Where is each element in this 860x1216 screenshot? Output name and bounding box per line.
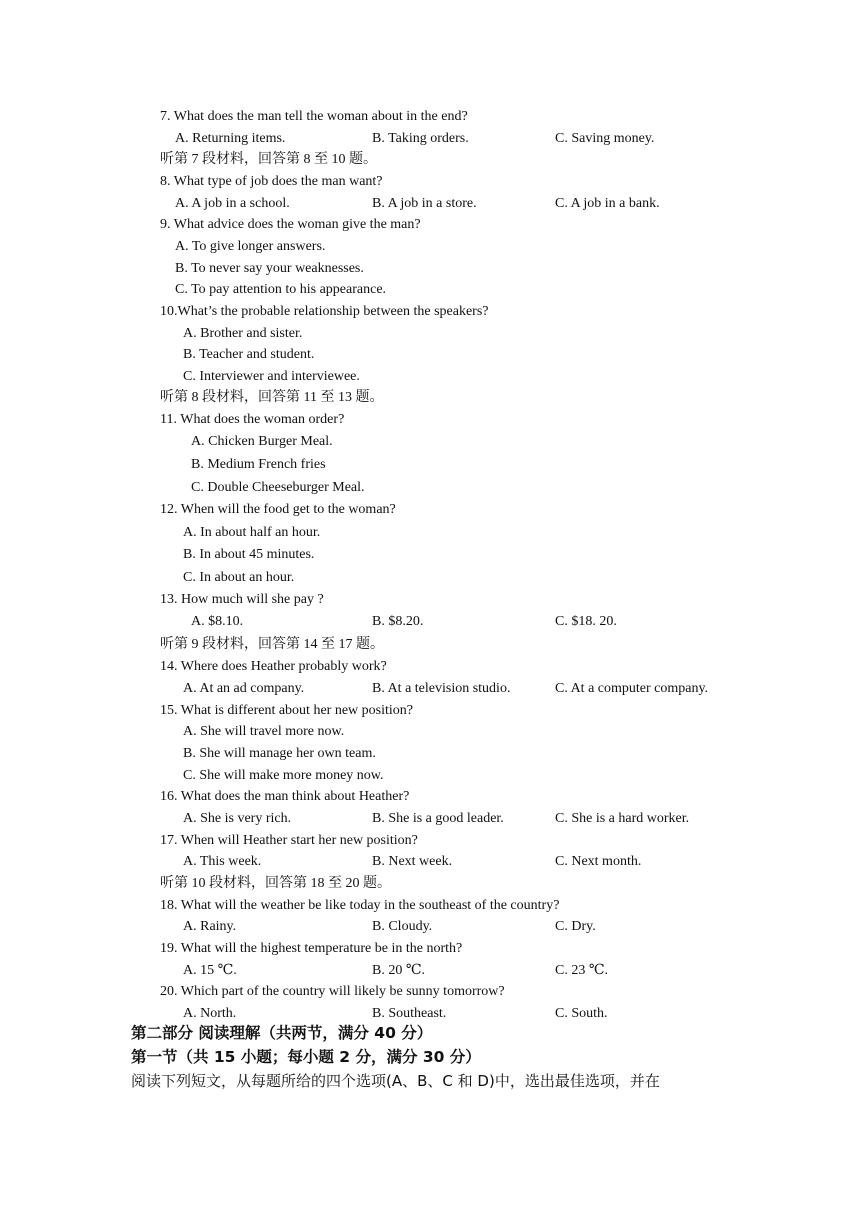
question-15-stem: 15. What is different about her new position? xyxy=(160,703,413,718)
question-14-stem: 14. Where does Heather probably work? xyxy=(160,659,387,674)
option-14a: A. At an ad company. xyxy=(183,681,305,696)
question-16-stem: 16. What does the man think about Heather? xyxy=(160,789,410,804)
option-17b: B. Next week. xyxy=(372,854,453,869)
part2-heading: 第二部分 阅读理解（共两节，满分 40 分） xyxy=(131,1024,433,1042)
option-20a: A. North. xyxy=(183,1006,237,1021)
option-17a: A. This week. xyxy=(183,854,262,869)
option-11b: B. Medium French fries xyxy=(191,457,326,472)
option-12a: A. In about half an hour. xyxy=(183,525,321,540)
option-8a: A. A job in a school. xyxy=(175,196,290,211)
option-20c: C. South. xyxy=(555,1006,608,1021)
option-18c: C. Dry. xyxy=(555,919,596,934)
option-16a: A. She is very rich. xyxy=(183,811,292,826)
option-16c: C. She is a hard worker. xyxy=(555,811,690,826)
section-instruction-9: 听第 9 段材料，回答第 14 至 17 题。 xyxy=(160,637,384,652)
question-19-stem: 19. What will the highest temperature be in the north? xyxy=(160,941,463,956)
option-19a: A. 15 ℃. xyxy=(183,963,237,978)
option-9a: A. To give longer answers. xyxy=(175,239,326,254)
option-15b: B. She will manage her own team. xyxy=(183,746,376,761)
option-17c: C. Next month. xyxy=(555,854,642,869)
option-12c: C. In about an hour. xyxy=(183,570,295,585)
question-8-stem: 8. What type of job does the man want? xyxy=(160,174,383,189)
section1-heading: 第一节（共 15 小题；每小题 2 分，满分 30 分） xyxy=(131,1048,481,1066)
question-7-stem: 7. What does the man tell the woman about in the end? xyxy=(160,109,468,124)
option-13c: C. $18. 20. xyxy=(555,614,617,629)
option-8c: C. A job in a bank. xyxy=(555,196,660,211)
option-8b: B. A job in a store. xyxy=(372,196,477,211)
option-18b: B. Cloudy. xyxy=(372,919,433,934)
question-11-stem: 11. What does the woman order? xyxy=(160,412,345,427)
option-13b: B. $8.20. xyxy=(372,614,424,629)
question-9-stem: 9. What advice does the woman give the man? xyxy=(160,217,421,232)
option-9b: B. To never say your weaknesses. xyxy=(175,261,364,276)
option-7b: B. Taking orders. xyxy=(372,131,469,146)
reading-instruction: 阅读下列短文，从每题所给的四个选项(A、B、C 和 D)中，选出最佳选项，并在 xyxy=(131,1072,660,1090)
question-13-stem: 13. How much will she pay ? xyxy=(160,592,324,607)
option-11c: C. Double Cheeseburger Meal. xyxy=(191,480,365,495)
option-12b: B. In about 45 minutes. xyxy=(183,547,315,562)
option-14b: B. At a television studio. xyxy=(372,681,511,696)
option-10c: C. Interviewer and interviewee. xyxy=(183,369,360,384)
option-15a: A. She will travel more now. xyxy=(183,724,345,739)
option-7a: A. Returning items. xyxy=(175,131,286,146)
option-20b: B. Southeast. xyxy=(372,1006,447,1021)
option-11a: A. Chicken Burger Meal. xyxy=(191,434,333,449)
option-10a: A. Brother and sister. xyxy=(183,326,303,341)
section-instruction-10: 听第 10 段材料，回答第 18 至 20 题。 xyxy=(160,876,391,891)
question-20-stem: 20. Which part of the country will likely be sunny tomorrow? xyxy=(160,984,505,999)
option-19c: C. 23 ℃. xyxy=(555,963,608,978)
section-instruction-8: 听第 8 段材料，回答第 11 至 13 题。 xyxy=(160,390,384,405)
option-7c: C. Saving money. xyxy=(555,131,655,146)
option-18a: A. Rainy. xyxy=(183,919,237,934)
question-12-stem: 12. When will the food get to the woman? xyxy=(160,502,396,517)
option-15c: C. She will make more money now. xyxy=(183,768,384,783)
option-10b: B. Teacher and student. xyxy=(183,347,315,362)
option-16b: B. She is a good leader. xyxy=(372,811,504,826)
question-18-stem: 18. What will the weather be like today in the southeast of the country? xyxy=(160,898,560,913)
section-instruction-7: 听第 7 段材料，回答第 8 至 10 题。 xyxy=(160,152,377,167)
option-19b: B. 20 ℃. xyxy=(372,963,425,978)
question-17-stem: 17. When will Heather start her new position? xyxy=(160,833,418,848)
option-13a: A. $8.10. xyxy=(191,614,244,629)
option-14c: C. At a computer company. xyxy=(555,681,709,696)
option-9c: C. To pay attention to his appearance. xyxy=(175,282,387,297)
question-10-stem: 10.What’s the probable relationship between the speakers? xyxy=(160,304,489,319)
